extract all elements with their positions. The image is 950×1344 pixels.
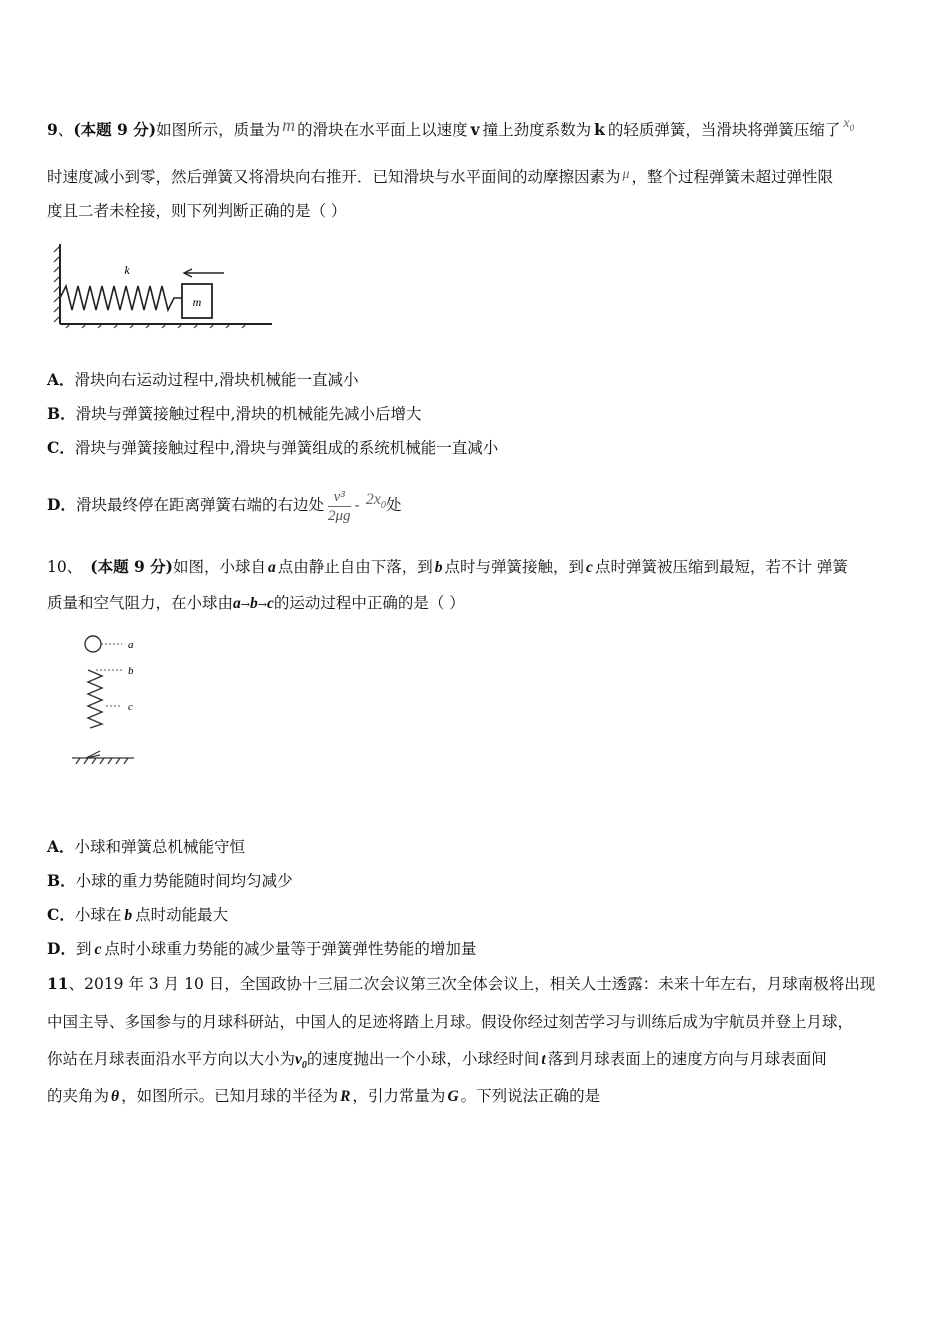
q10-text-1a: 如图，小球自: [173, 558, 267, 576]
q9-score: (本题 9 分): [73, 120, 157, 139]
q10-option-b-label: B．: [47, 871, 76, 890]
q9-option-a-text: 滑块向右运动过程中,滑块机械能一直减小: [74, 371, 359, 389]
q9-option-d[interactable]: [47, 478, 401, 522]
q10-path-b: b: [249, 595, 258, 612]
q9-option-d-numerator: v³: [328, 488, 351, 507]
q11-var-t: t: [541, 1051, 546, 1068]
q9-var-x0: $x_0$: [843, 116, 855, 133]
q9-option-b-text: 滑块与弹簧接触过程中,滑块的机械能先减小后增大: [75, 405, 422, 423]
q9-spring: [60, 286, 182, 310]
q9-figure: [52, 238, 277, 330]
q10-text-2b: 的运动过程中正确的是（ ）: [273, 594, 465, 612]
q10-text-1b: 点由静止自由下落，到: [277, 558, 433, 576]
q10-option-a[interactable]: [47, 836, 245, 858]
q11-sep: 、: [68, 975, 85, 993]
q10-option-c[interactable]: [47, 904, 228, 927]
q9-text-3: 度且二者未栓接，则下列判断正确的是（ ）: [47, 202, 347, 220]
q10-option-c-text-b: 点时动能最大: [135, 906, 229, 924]
q9-option-a-label: A．: [47, 370, 75, 389]
q10-option-d-text-b: 点时小球重力势能的减少量等于弹簧弹性势能的增加量: [104, 940, 477, 958]
q11-text-4a: 的夹角为: [47, 1087, 110, 1105]
q10-spring: [88, 670, 102, 728]
q9-option-c[interactable]: [47, 437, 498, 459]
q10-line-1: [47, 556, 848, 579]
q11-var-R: R: [340, 1088, 351, 1105]
q9-var-mu: μ: [622, 167, 630, 182]
q10-option-d-var-c: c: [94, 941, 102, 958]
q9-text-1b: 的滑块在水平面上以速度: [297, 121, 468, 139]
q10-ball: [85, 636, 101, 652]
q9-option-d-text: 滑块最终停在距离弹簧右端的右边处: [75, 496, 324, 514]
q10-score: (本题 9 分): [90, 557, 173, 576]
q10-number: 10: [47, 558, 67, 576]
q10-path-a: a: [233, 595, 241, 612]
q10-text-2a: 质量和空气阻力，在小球由: [47, 594, 234, 612]
q11-text-3b: 的速度抛出一个小球，小球经时间: [306, 1050, 540, 1068]
q11-text-3c: 落到月球表面上的速度方向与月球表面间: [547, 1050, 827, 1068]
q10-option-d-label: D．: [47, 939, 76, 958]
q10-option-c-label: C．: [47, 905, 75, 924]
q11-line-3: [47, 1048, 827, 1077]
q11-line-1: [47, 973, 875, 995]
q10-option-c-text-a: 小球在: [74, 906, 122, 924]
q10-figure: [66, 630, 146, 770]
q9-sep: 、: [57, 121, 74, 139]
q10-path-arrow-1: →: [240, 598, 250, 611]
q9-spring-label: k: [124, 263, 130, 277]
q10-ground: [72, 751, 134, 764]
q10-var-c: c: [586, 559, 593, 576]
q9-text-1d: 的轻质弹簧，当滑块将弹簧压缩了: [607, 121, 841, 139]
q9-option-a[interactable]: [47, 369, 358, 391]
q9-option-b[interactable]: [47, 403, 422, 425]
q11-text-4b: ，如图所示。已知月球的半径为: [121, 1087, 339, 1105]
q11-var-G: G: [447, 1088, 459, 1105]
q9-var-v: v: [470, 120, 480, 139]
q10-var-a: a: [268, 559, 276, 576]
q11-text-1: 2019 年 3 月 10 日，全国政协十三届二次会议第三次全体会议上，相关人士透露：未来十年左右，月球南极将出现: [84, 975, 876, 993]
q11-number: 11: [47, 974, 69, 993]
q9-line-3: [47, 200, 346, 222]
q10-path-arrow-2: →: [257, 598, 267, 611]
q11-text-2: 中国主导、多国参与的月球科研站，中国人的足迹将踏上月球。假设你经过刻苦学习与训练后成为宇航员并登上月球，: [47, 1013, 854, 1031]
q9-option-b-label: B．: [47, 404, 76, 423]
q10-path-c: c: [266, 595, 274, 612]
q9-text-1c: 撞上劲度系数为: [482, 121, 592, 139]
q10-label-c: c: [128, 701, 133, 713]
q9-text-2a: 时速度减小到零，然后弹簧又将滑块向右推开．已知滑块与水平面间的动摩擦因素为: [47, 168, 621, 186]
q9-text-2b: ，整个过程弹簧未超过弹性限: [631, 168, 834, 186]
q10-option-d-text-a: 到: [75, 940, 92, 958]
q11-text-4d: 。下列说法正确的是: [460, 1087, 601, 1105]
q11-line-2: [47, 1011, 853, 1033]
q10-label-a: a: [128, 639, 134, 651]
q11-text-4c: ，引力常量为: [352, 1087, 446, 1105]
q9-var-m: m: [282, 115, 296, 135]
q10-option-b[interactable]: [47, 870, 293, 892]
q9-number: 9: [47, 120, 58, 139]
q10-line-2: [47, 592, 465, 616]
q9-line-1: [47, 113, 854, 141]
q9-option-d-minus: -: [354, 496, 360, 514]
q9-var-k: k: [594, 120, 605, 139]
q11-line-4: [47, 1085, 600, 1108]
q10-var-b: b: [434, 559, 443, 576]
q9-line-2: [47, 164, 833, 188]
q11-text-3a: 你站在月球表面沿水平方向以大小为: [47, 1050, 296, 1068]
q10-text-1d: 点时弹簧被压缩到最短，若不计 弹簧: [594, 558, 848, 576]
q9-text-1a: 如图所示，质量为: [156, 121, 281, 139]
q9-option-d-tail: 处: [385, 496, 402, 514]
q9-option-d-fraction: [328, 488, 351, 525]
q9-option-d-denominator: 2μg: [327, 507, 351, 524]
q10-option-a-label: A．: [47, 837, 75, 856]
q11-var-theta: θ: [111, 1088, 120, 1105]
q10-option-d[interactable]: [47, 938, 476, 961]
q11-var-v0: $v_0$: [295, 1051, 307, 1072]
q9-option-d-2x0: $2x_0$: [365, 491, 386, 512]
q10-sep: 、: [66, 558, 83, 576]
q10-option-b-text: 小球的重力势能随时间均匀减少: [75, 872, 293, 890]
q9-option-c-label: C．: [47, 438, 75, 457]
q10-option-c-var-b: b: [124, 907, 133, 924]
q9-velocity-arrow: [184, 269, 224, 277]
q10-option-a-text: 小球和弹簧总机械能守恒: [74, 838, 246, 856]
q10-label-b: b: [128, 665, 134, 677]
q10-text-1c: 点时与弹簧接触，到: [444, 558, 585, 576]
q9-option-d-label: D．: [47, 495, 76, 514]
q9-block-label: m: [192, 295, 202, 309]
q9-option-c-text: 滑块与弹簧接触过程中,滑块与弹簧组成的系统机械能一直减小: [74, 439, 499, 457]
